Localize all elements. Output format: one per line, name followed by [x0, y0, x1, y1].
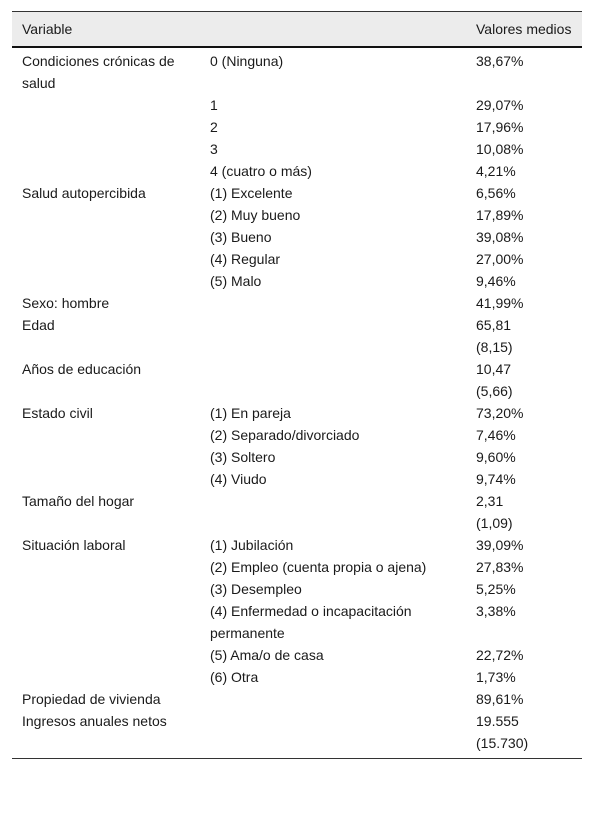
cell-category: (3) Bueno	[210, 229, 272, 245]
cell-category: 1	[210, 97, 218, 113]
table-row	[12, 292, 582, 314]
cell-variable	[12, 226, 200, 248]
value-mean: 7,46%	[476, 427, 516, 443]
value-mean: 9,46%	[476, 273, 516, 289]
cell-category: (1) En pareja	[210, 405, 291, 421]
cell-category: (2) Empleo (cuenta propia o ajena)	[210, 559, 427, 575]
table-row	[12, 47, 582, 94]
cell-value	[466, 556, 582, 578]
table-row	[12, 270, 582, 292]
cell-variable: Edad	[22, 317, 55, 333]
cell-value	[466, 270, 582, 292]
cell-category: (5) Malo	[210, 273, 262, 289]
cell-variable: Salud autopercibida	[22, 185, 146, 201]
cell-category	[200, 710, 466, 759]
cell-variable	[12, 468, 200, 490]
table-row	[12, 424, 582, 446]
value-mean: 3,38%	[476, 603, 516, 619]
value-mean: 2,31	[476, 493, 504, 509]
cell-value	[466, 204, 582, 226]
table-body	[12, 47, 582, 759]
value-mean: 29,07%	[476, 97, 524, 113]
cell-category: 3	[210, 141, 218, 157]
value-mean: 38,67%	[476, 53, 524, 69]
table-row	[12, 534, 582, 556]
cell-value	[466, 468, 582, 490]
cell-variable	[12, 94, 200, 116]
cell-variable	[12, 600, 200, 644]
header-row	[12, 12, 582, 48]
table-row	[12, 116, 582, 138]
cell-variable: Propiedad de vivienda	[22, 691, 161, 707]
cell-category: (1) Jubilación	[210, 537, 294, 553]
value-mean: 17,89%	[476, 207, 524, 223]
value-mean: 10,47	[476, 361, 512, 377]
table-row	[12, 446, 582, 468]
value-mean: 1,73%	[476, 669, 516, 685]
descriptive-stats-table	[12, 11, 582, 759]
table-row	[12, 710, 582, 759]
cell-variable	[12, 556, 200, 578]
cell-category: (4) Regular	[210, 251, 281, 267]
cell-category: (2) Muy bueno	[210, 207, 301, 223]
table-header	[12, 12, 582, 48]
cell-variable	[12, 446, 200, 468]
value-sd: (1,09)	[476, 515, 513, 531]
table-row	[12, 248, 582, 270]
cell-value	[466, 688, 582, 710]
cell-variable: Estado civil	[22, 405, 93, 421]
header-values: Valores medios	[466, 12, 582, 48]
cell-category: (4) Viudo	[210, 471, 267, 487]
cell-variable	[12, 160, 200, 182]
cell-variable: Condiciones crónicas de salud	[22, 53, 175, 91]
cell-value	[466, 182, 582, 204]
cell-value	[466, 314, 582, 358]
table-row	[12, 138, 582, 160]
value-mean: 19.555	[476, 713, 519, 729]
cell-category: (3) Soltero	[210, 449, 276, 465]
value-mean: 5,25%	[476, 581, 516, 597]
header-category	[200, 12, 466, 48]
cell-variable: Tamaño del hogar	[22, 493, 135, 509]
value-mean: 27,00%	[476, 251, 524, 267]
cell-variable	[12, 204, 200, 226]
data-table-container	[12, 11, 582, 759]
table-row	[12, 600, 582, 644]
cell-value	[466, 534, 582, 556]
table-row	[12, 468, 582, 490]
cell-category: (1) Excelente	[210, 185, 293, 201]
cell-category: 4 (cuatro o más)	[210, 163, 312, 179]
cell-category	[200, 314, 466, 358]
value-sd: (8,15)	[476, 339, 513, 355]
cell-value	[466, 226, 582, 248]
table-row	[12, 94, 582, 116]
value-mean: 10,08%	[476, 141, 524, 157]
cell-value	[466, 600, 582, 644]
table-row	[12, 688, 582, 710]
value-mean: 89,61%	[476, 691, 524, 707]
cell-value	[466, 138, 582, 160]
cell-value	[466, 644, 582, 666]
value-mean: 39,08%	[476, 229, 524, 245]
table-row	[12, 358, 582, 402]
cell-variable: Años de educación	[22, 361, 142, 377]
value-mean: 41,99%	[476, 295, 524, 311]
cell-variable	[12, 644, 200, 666]
table-row	[12, 666, 582, 688]
table-row	[12, 556, 582, 578]
value-mean: 9,74%	[476, 471, 516, 487]
cell-value	[466, 116, 582, 138]
cell-value	[466, 47, 582, 94]
cell-category: 0 (Ninguna)	[210, 53, 284, 69]
cell-variable	[12, 666, 200, 688]
table-row	[12, 160, 582, 182]
cell-category	[200, 292, 466, 314]
cell-variable: Situación laboral	[22, 537, 126, 553]
cell-value	[466, 490, 582, 534]
table-row	[12, 314, 582, 358]
table-row	[12, 490, 582, 534]
cell-value	[466, 248, 582, 270]
value-sd: (5,66)	[476, 383, 513, 399]
value-mean: 73,20%	[476, 405, 524, 421]
header-variable: Variable	[12, 12, 200, 48]
cell-variable: Ingresos anuales netos	[12, 710, 200, 759]
cell-category: (6) Otra	[210, 669, 259, 685]
cell-category: (2) Separado/divorciado	[210, 427, 360, 443]
table-row	[12, 226, 582, 248]
value-sd: (15.730)	[476, 735, 529, 751]
table-row	[12, 182, 582, 204]
cell-value	[466, 160, 582, 182]
value-mean: 39,09%	[476, 537, 524, 553]
cell-value	[466, 358, 582, 402]
cell-category	[200, 358, 466, 402]
value-mean: 65,81	[476, 317, 512, 333]
table-row	[12, 578, 582, 600]
value-mean: 22,72%	[476, 647, 524, 663]
cell-variable: Sexo: hombre	[22, 295, 110, 311]
cell-value	[466, 710, 582, 759]
cell-category: (3) Desempleo	[210, 581, 302, 597]
cell-variable	[12, 116, 200, 138]
cell-value	[466, 578, 582, 600]
cell-value	[466, 402, 582, 424]
cell-category: (4) Enfermedad o incapacitación permanente	[210, 603, 412, 641]
cell-variable	[12, 248, 200, 270]
cell-value	[466, 292, 582, 314]
value-mean: 6,56%	[476, 185, 516, 201]
value-mean: 9,60%	[476, 449, 516, 465]
cell-category	[200, 490, 466, 534]
value-mean: 27,83%	[476, 559, 524, 575]
cell-category: (5) Ama/o de casa	[210, 647, 324, 663]
cell-value	[466, 94, 582, 116]
cell-variable	[12, 424, 200, 446]
value-mean: 17,96%	[476, 119, 524, 135]
table-row	[12, 402, 582, 424]
table-row	[12, 204, 582, 226]
value-mean: 4,21%	[476, 163, 516, 179]
cell-category: 2	[210, 119, 218, 135]
cell-variable	[12, 138, 200, 160]
table-row	[12, 644, 582, 666]
cell-value	[466, 666, 582, 688]
cell-value	[466, 424, 582, 446]
cell-value	[466, 446, 582, 468]
cell-category	[200, 688, 466, 710]
cell-variable	[12, 270, 200, 292]
cell-variable	[12, 578, 200, 600]
